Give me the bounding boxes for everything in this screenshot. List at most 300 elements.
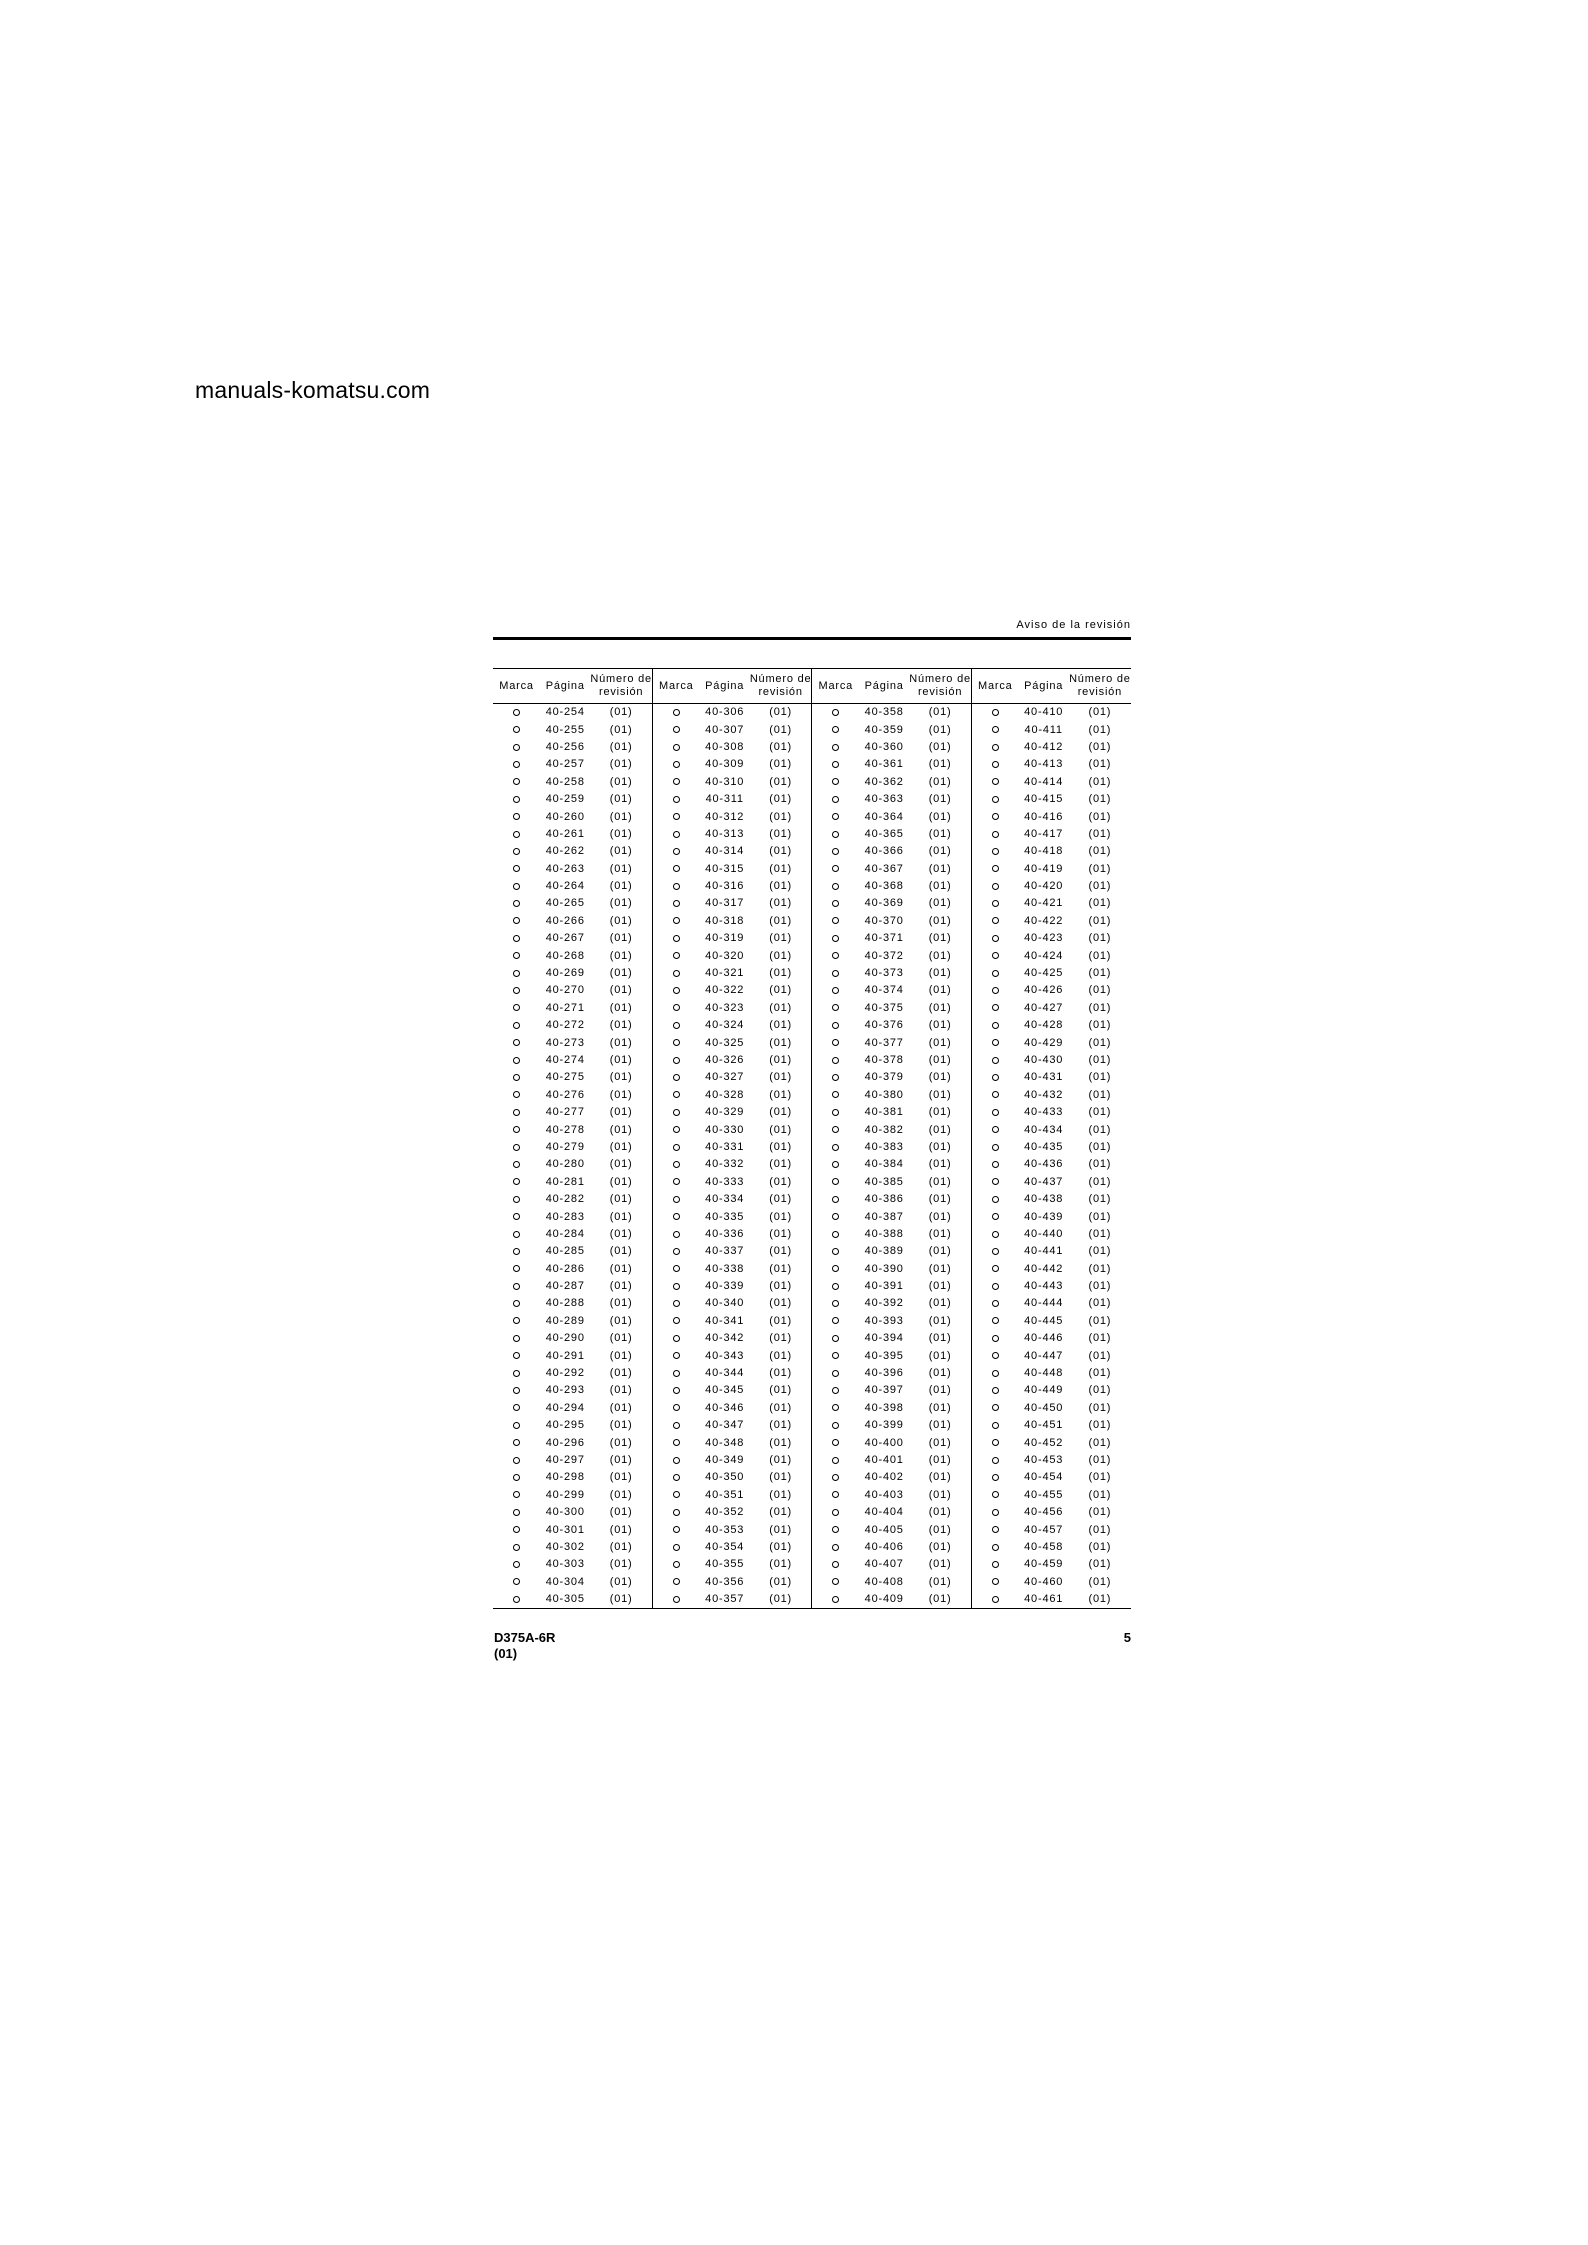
table-row xyxy=(493,1591,1131,1609)
page-cell: 40-378 xyxy=(864,1054,904,1066)
circle-mark-icon xyxy=(992,1004,999,1011)
mark-cell xyxy=(652,1400,699,1417)
revision-cell: (01) xyxy=(750,1556,812,1573)
revision-cell: (01) xyxy=(1088,1332,1112,1345)
revision-cell: (01) xyxy=(750,1452,812,1469)
circle-mark-icon xyxy=(832,1231,839,1238)
circle-mark-icon xyxy=(673,1439,680,1446)
mark-cell xyxy=(652,1104,699,1121)
page-cell: 40-350 xyxy=(705,1471,745,1484)
page-cell: 40-431 xyxy=(1024,1071,1064,1084)
page-cell: 40-342 xyxy=(705,1332,745,1345)
header-mark: Marca xyxy=(818,679,854,692)
header-revision-number xyxy=(1069,669,1131,704)
page-cell: 40-415 xyxy=(1024,793,1064,806)
mark-cell xyxy=(971,1330,1018,1347)
mark-cell xyxy=(971,1034,1018,1051)
revision-cell: (01) xyxy=(909,1330,971,1347)
circle-mark-icon xyxy=(673,709,680,716)
table-row xyxy=(493,1452,1131,1469)
revision-cell: (01) xyxy=(909,1191,971,1208)
circle-mark-icon xyxy=(513,1248,520,1255)
page-cell: 40-405 xyxy=(864,1523,904,1536)
revision-cell: (01) xyxy=(590,1347,652,1364)
circle-mark-icon xyxy=(513,1457,520,1464)
revision-cell: (01) xyxy=(909,1469,971,1486)
page-cell: 40-442 xyxy=(1024,1262,1064,1275)
page-cell: 40-370 xyxy=(864,914,904,927)
page-cell: 40-420 xyxy=(1024,880,1064,893)
circle-mark-icon xyxy=(992,796,999,803)
revision-cell: (01) xyxy=(1088,1088,1112,1101)
mark-cell xyxy=(493,826,540,843)
revision-cell: (01) xyxy=(1088,1123,1112,1136)
circle-mark-icon xyxy=(992,1091,999,1098)
circle-mark-icon xyxy=(673,1596,680,1603)
mark-cell xyxy=(493,739,540,756)
revision-table-header xyxy=(493,669,1131,704)
revision-cell: (01) xyxy=(909,1034,971,1051)
mark-cell xyxy=(971,756,1018,773)
mark-cell xyxy=(812,895,859,912)
circle-mark-icon xyxy=(992,1526,999,1533)
circle-mark-icon xyxy=(992,1213,999,1220)
mark-cell xyxy=(971,878,1018,895)
circle-mark-icon xyxy=(673,952,680,959)
revision-cell: (01) xyxy=(750,878,812,895)
page-cell: 40-264 xyxy=(545,880,585,893)
mark-cell xyxy=(812,1000,859,1017)
page-cell: 40-353 xyxy=(705,1523,745,1536)
page-cell: 40-358 xyxy=(864,706,904,719)
circle-mark-icon xyxy=(673,1144,680,1151)
revision-table xyxy=(493,668,1131,1609)
revision-cell: (01) xyxy=(1088,1488,1112,1501)
circle-mark-icon xyxy=(992,917,999,924)
circle-mark-icon xyxy=(992,1352,999,1359)
page-cell: 40-380 xyxy=(864,1088,904,1101)
circle-mark-icon xyxy=(513,778,520,785)
revision-cell: (01) xyxy=(750,1034,812,1051)
mark-cell xyxy=(812,774,859,791)
mark-cell xyxy=(971,1052,1018,1069)
revision-cell: (01) xyxy=(909,1278,971,1295)
circle-mark-icon xyxy=(992,848,999,855)
page-cell: 40-303 xyxy=(545,1558,585,1571)
circle-mark-icon xyxy=(832,1335,839,1342)
circle-mark-icon xyxy=(832,1544,839,1551)
mark-cell xyxy=(812,861,859,878)
mark-cell xyxy=(971,1521,1018,1538)
page-cell: 40-406 xyxy=(864,1540,904,1553)
circle-mark-icon xyxy=(832,1300,839,1307)
revision-cell: (01) xyxy=(590,878,652,895)
mark-cell xyxy=(812,808,859,825)
table-row xyxy=(493,1504,1131,1521)
revision-cell: (01) xyxy=(750,756,812,773)
mark-cell xyxy=(971,1417,1018,1434)
revision-cell: (01) xyxy=(1088,1140,1112,1153)
revision-cell: (01) xyxy=(750,1382,812,1399)
revision-cell: (01) xyxy=(1088,1419,1112,1432)
revision-cell: (01) xyxy=(750,1191,812,1208)
page-cell: 40-290 xyxy=(545,1332,585,1345)
revision-cell: (01) xyxy=(1088,984,1112,997)
mark-cell xyxy=(493,1261,540,1278)
circle-mark-icon xyxy=(832,970,839,977)
mark-cell xyxy=(493,1574,540,1591)
mark-cell xyxy=(971,1104,1018,1121)
mark-cell xyxy=(971,1539,1018,1556)
page-cell: 40-438 xyxy=(1024,1193,1064,1206)
circle-mark-icon xyxy=(673,1317,680,1324)
mark-cell xyxy=(493,721,540,738)
revision-cell: (01) xyxy=(750,913,812,930)
mark-cell xyxy=(493,982,540,999)
page-cell: 40-340 xyxy=(705,1297,745,1310)
revision-cell: (01) xyxy=(750,1069,812,1086)
page-cell: 40-302 xyxy=(545,1540,585,1553)
circle-mark-icon xyxy=(513,1561,520,1568)
header-page: Página xyxy=(864,679,904,692)
revision-cell: (01) xyxy=(909,1487,971,1504)
mark-cell xyxy=(812,1591,859,1609)
circle-mark-icon xyxy=(992,813,999,820)
circle-mark-icon xyxy=(832,952,839,959)
circle-mark-icon xyxy=(832,1422,839,1429)
circle-mark-icon xyxy=(832,1109,839,1116)
revision-cell: (01) xyxy=(750,1504,812,1521)
mark-cell xyxy=(971,1574,1018,1591)
page-cell: 40-394 xyxy=(864,1332,904,1345)
revision-cell: (01) xyxy=(590,1556,652,1573)
table-row xyxy=(493,1434,1131,1451)
page-cell: 40-268 xyxy=(545,949,585,962)
circle-mark-icon xyxy=(992,726,999,733)
revision-cell: (01) xyxy=(1088,1262,1112,1275)
circle-mark-icon xyxy=(992,900,999,907)
mark-cell xyxy=(971,1226,1018,1243)
circle-mark-icon xyxy=(832,1596,839,1603)
revision-cell: (01) xyxy=(1088,897,1112,910)
circle-mark-icon xyxy=(513,1596,520,1603)
mark-cell xyxy=(971,1191,1018,1208)
header-page: Página xyxy=(1024,679,1064,692)
revision-cell: (01) xyxy=(750,1330,812,1347)
page-cell: 40-288 xyxy=(545,1297,585,1310)
circle-mark-icon xyxy=(832,1578,839,1585)
mark-cell xyxy=(971,1295,1018,1312)
mark-cell xyxy=(812,1139,859,1156)
mark-cell xyxy=(812,1278,859,1295)
circle-mark-icon xyxy=(513,1126,520,1133)
circle-mark-icon xyxy=(992,1057,999,1064)
revision-cell: (01) xyxy=(750,1017,812,1034)
circle-mark-icon xyxy=(992,1578,999,1585)
circle-mark-icon xyxy=(832,1161,839,1168)
revision-cell: (01) xyxy=(909,843,971,860)
page-cell: 40-457 xyxy=(1024,1523,1064,1536)
revision-cell: (01) xyxy=(750,861,812,878)
circle-mark-icon xyxy=(673,1509,680,1516)
circle-mark-icon xyxy=(992,1335,999,1342)
circle-mark-icon xyxy=(673,848,680,855)
circle-mark-icon xyxy=(832,1022,839,1029)
mark-cell xyxy=(493,878,540,895)
circle-mark-icon xyxy=(832,1248,839,1255)
header-mark: Marca xyxy=(977,679,1013,692)
revision-cell: (01) xyxy=(909,1417,971,1434)
circle-mark-icon xyxy=(992,1404,999,1411)
circle-mark-icon xyxy=(832,796,839,803)
circle-mark-icon xyxy=(673,1335,680,1342)
revision-cell: (01) xyxy=(750,808,812,825)
page-cell: 40-419 xyxy=(1024,862,1064,875)
page-cell: 40-425 xyxy=(1024,967,1064,980)
header-revision-line2: revisión xyxy=(758,686,803,698)
circle-mark-icon xyxy=(832,987,839,994)
revision-cell: (01) xyxy=(750,1313,812,1330)
table-row xyxy=(493,878,1131,895)
circle-mark-icon xyxy=(513,1091,520,1098)
circle-mark-icon xyxy=(513,1439,520,1446)
revision-cell: (01) xyxy=(1088,1227,1112,1240)
page-cell: 40-402 xyxy=(864,1471,904,1484)
page-cell: 40-427 xyxy=(1024,1001,1064,1014)
page-cell: 40-273 xyxy=(545,1036,585,1049)
page-cell: 40-408 xyxy=(864,1575,904,1588)
page-cell: 40-360 xyxy=(864,740,904,753)
revision-cell: (01) xyxy=(750,1052,812,1069)
page-cell: 40-433 xyxy=(1024,1106,1064,1119)
mark-cell xyxy=(652,1556,699,1573)
header-revision-line1: Número de xyxy=(1069,673,1131,685)
mark-cell xyxy=(971,1139,1018,1156)
mark-cell xyxy=(971,1591,1018,1609)
table-row xyxy=(493,1156,1131,1173)
circle-mark-icon xyxy=(673,935,680,942)
mark-cell xyxy=(493,861,540,878)
page-cell: 40-309 xyxy=(705,758,745,771)
mark-cell xyxy=(971,704,1018,722)
circle-mark-icon xyxy=(992,1231,999,1238)
table-row xyxy=(493,1087,1131,1104)
circle-mark-icon xyxy=(673,1300,680,1307)
revision-cell: (01) xyxy=(590,1052,652,1069)
page-cell: 40-292 xyxy=(545,1367,585,1380)
mark-cell xyxy=(652,1087,699,1104)
revision-cell: (01) xyxy=(590,1434,652,1451)
page-cell: 40-348 xyxy=(705,1436,745,1449)
revision-cell: (01) xyxy=(750,721,812,738)
page-cell: 40-259 xyxy=(545,793,585,806)
header-mark: Marca xyxy=(659,679,694,692)
circle-mark-icon xyxy=(992,1509,999,1516)
circle-mark-icon xyxy=(513,796,520,803)
circle-mark-icon xyxy=(673,778,680,785)
page-cell: 40-366 xyxy=(864,845,904,858)
revision-cell: (01) xyxy=(590,1174,652,1191)
page-cell: 40-276 xyxy=(545,1088,585,1101)
revision-cell: (01) xyxy=(750,1000,812,1017)
mark-cell xyxy=(812,1208,859,1225)
mark-cell xyxy=(652,1295,699,1312)
revision-cell: (01) xyxy=(1088,758,1112,771)
circle-mark-icon xyxy=(992,970,999,977)
table-row xyxy=(493,965,1131,982)
page-cell: 40-294 xyxy=(545,1401,585,1414)
page-cell: 40-389 xyxy=(864,1245,904,1258)
revision-cell: (01) xyxy=(909,1521,971,1538)
revision-cell: (01) xyxy=(1088,932,1112,945)
mark-cell xyxy=(812,739,859,756)
page-cell: 40-341 xyxy=(705,1314,745,1327)
revision-cell: (01) xyxy=(1088,1523,1112,1536)
page-cell: 40-295 xyxy=(545,1419,585,1432)
mark-cell xyxy=(812,913,859,930)
mark-cell xyxy=(652,1000,699,1017)
revision-cell: (01) xyxy=(590,1208,652,1225)
revision-cell: (01) xyxy=(590,1139,652,1156)
revision-cell: (01) xyxy=(909,965,971,982)
mark-cell xyxy=(652,1591,699,1609)
mark-cell xyxy=(493,1208,540,1225)
mark-cell xyxy=(812,1243,859,1260)
circle-mark-icon xyxy=(832,1387,839,1394)
table-row xyxy=(493,1278,1131,1295)
page-cell: 40-324 xyxy=(705,1019,745,1032)
page-cell: 40-376 xyxy=(864,1019,904,1032)
revision-cell: (01) xyxy=(909,1295,971,1312)
circle-mark-icon xyxy=(832,1526,839,1533)
circle-mark-icon xyxy=(832,761,839,768)
table-row xyxy=(493,1365,1131,1382)
mark-cell xyxy=(652,1226,699,1243)
page-cell: 40-403 xyxy=(864,1488,904,1501)
mark-cell xyxy=(652,965,699,982)
page-cell: 40-319 xyxy=(705,932,745,945)
page-cell: 40-445 xyxy=(1024,1314,1064,1327)
mark-cell xyxy=(493,1156,540,1173)
revision-cell: (01) xyxy=(1088,1453,1112,1466)
revision-cell: (01) xyxy=(590,1574,652,1591)
page-cell: 40-367 xyxy=(864,862,904,875)
page-cell: 40-293 xyxy=(545,1384,585,1397)
mark-cell xyxy=(493,1521,540,1538)
page-cell: 40-318 xyxy=(705,914,745,927)
header-revision-number xyxy=(590,669,652,704)
page-cell: 40-289 xyxy=(545,1314,585,1327)
page-cell: 40-306 xyxy=(705,706,745,719)
page-cell: 40-417 xyxy=(1024,827,1064,840)
revision-cell: (01) xyxy=(750,1400,812,1417)
circle-mark-icon xyxy=(832,1491,839,1498)
revision-table-body xyxy=(493,704,1131,1609)
circle-mark-icon xyxy=(832,1057,839,1064)
mark-cell xyxy=(652,1434,699,1451)
circle-mark-icon xyxy=(992,1109,999,1116)
mark-cell xyxy=(971,1347,1018,1364)
page-cell: 40-404 xyxy=(864,1506,904,1519)
revision-cell: (01) xyxy=(909,1574,971,1591)
revision-cell: (01) xyxy=(750,1226,812,1243)
header-revision-line2: revisión xyxy=(917,686,963,698)
page-cell: 40-274 xyxy=(545,1054,585,1066)
revision-cell: (01) xyxy=(590,739,652,756)
revision-cell: (01) xyxy=(1088,967,1112,980)
circle-mark-icon xyxy=(992,1370,999,1377)
circle-mark-icon xyxy=(992,952,999,959)
circle-mark-icon xyxy=(673,761,680,768)
page-cell: 40-446 xyxy=(1024,1332,1064,1345)
circle-mark-icon xyxy=(673,726,680,733)
circle-mark-icon xyxy=(673,883,680,890)
circle-mark-icon xyxy=(832,1213,839,1220)
circle-mark-icon xyxy=(832,935,839,942)
revision-cell: (01) xyxy=(590,1156,652,1173)
revision-cell: (01) xyxy=(909,1243,971,1260)
circle-mark-icon xyxy=(992,1596,999,1603)
mark-cell xyxy=(652,1521,699,1538)
circle-mark-icon xyxy=(992,1283,999,1290)
table-row xyxy=(493,1191,1131,1208)
mark-cell xyxy=(971,1121,1018,1138)
circle-mark-icon xyxy=(832,1074,839,1081)
circle-mark-icon xyxy=(832,1004,839,1011)
revision-cell: (01) xyxy=(750,1104,812,1121)
page-cell: 40-409 xyxy=(864,1593,904,1606)
header-divider xyxy=(493,637,1131,640)
circle-mark-icon xyxy=(832,709,839,716)
revision-cell: (01) xyxy=(1088,949,1112,962)
circle-mark-icon xyxy=(992,1457,999,1464)
revision-cell: (01) xyxy=(750,1278,812,1295)
page-cell: 40-460 xyxy=(1024,1575,1064,1588)
circle-mark-icon xyxy=(832,1039,839,1046)
circle-mark-icon xyxy=(992,1022,999,1029)
mark-cell xyxy=(652,1243,699,1260)
page-cell: 40-336 xyxy=(705,1227,745,1240)
mark-cell xyxy=(971,1278,1018,1295)
table-row xyxy=(493,1261,1131,1278)
circle-mark-icon xyxy=(832,1144,839,1151)
mark-cell xyxy=(971,965,1018,982)
revision-cell: (01) xyxy=(1088,1071,1112,1084)
circle-mark-icon xyxy=(992,778,999,785)
revision-cell: (01) xyxy=(1088,740,1112,753)
circle-mark-icon xyxy=(992,1144,999,1151)
revision-cell: (01) xyxy=(590,1313,652,1330)
revision-cell: (01) xyxy=(750,965,812,982)
revision-cell: (01) xyxy=(1088,1314,1112,1327)
table-row xyxy=(493,1313,1131,1330)
page-cell: 40-451 xyxy=(1024,1419,1064,1432)
mark-cell xyxy=(652,1417,699,1434)
circle-mark-icon xyxy=(513,1544,520,1551)
page-cell: 40-310 xyxy=(705,775,745,788)
page-cell: 40-374 xyxy=(864,984,904,997)
page-cell: 40-322 xyxy=(705,984,745,997)
mark-cell xyxy=(812,1365,859,1382)
page-cell: 40-256 xyxy=(545,740,585,753)
page-cell: 40-291 xyxy=(545,1349,585,1362)
circle-mark-icon xyxy=(513,900,520,907)
mark-cell xyxy=(652,895,699,912)
page-cell: 40-390 xyxy=(864,1262,904,1275)
mark-cell xyxy=(812,1313,859,1330)
circle-mark-icon xyxy=(513,709,520,716)
page-cell: 40-387 xyxy=(864,1210,904,1223)
